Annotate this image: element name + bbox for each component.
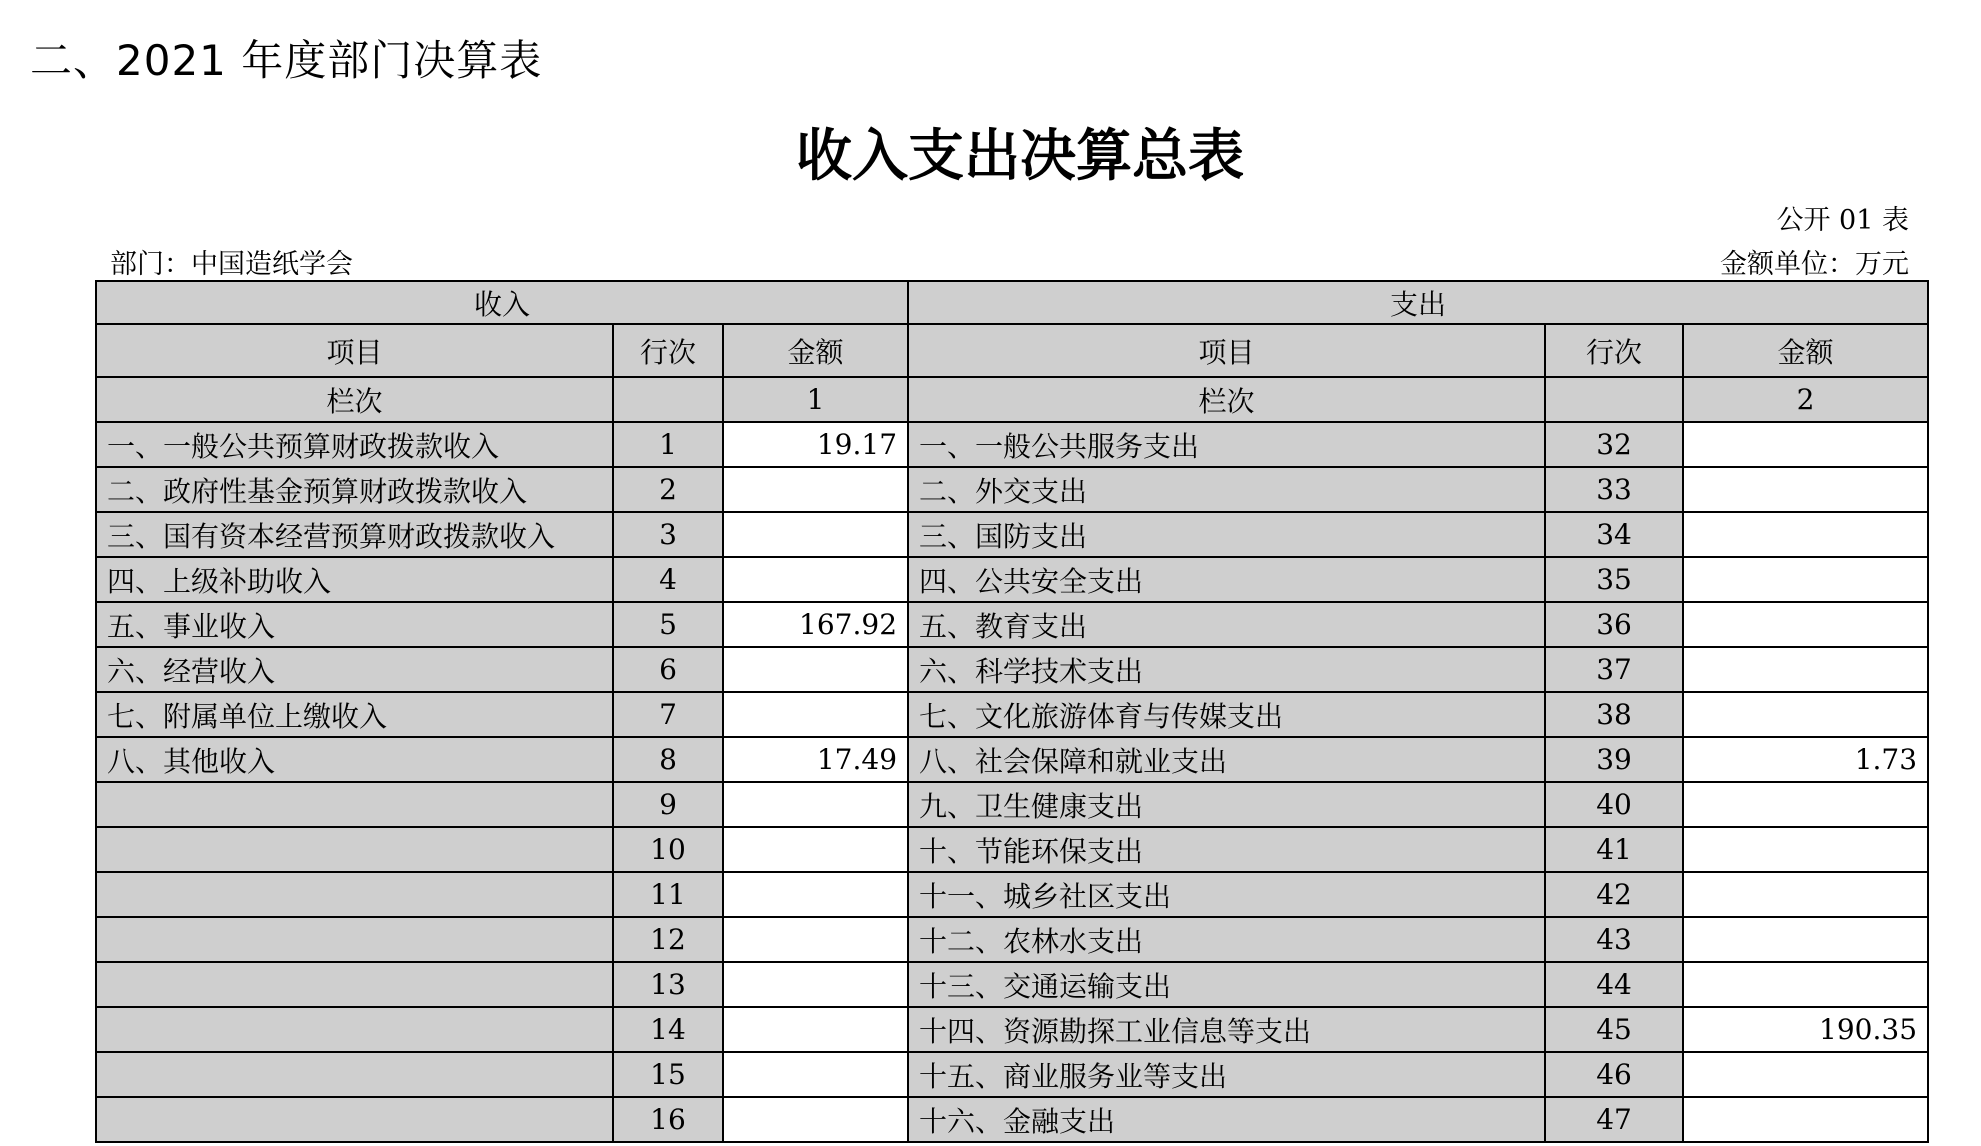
table-row: [96, 647, 1928, 692]
expense-row-no-cell: 34: [1545, 512, 1683, 557]
income-amount-cell: [723, 782, 908, 827]
income-item-cell: [96, 1052, 613, 1097]
expense-amount-cell: [1683, 647, 1928, 692]
expense-row-no-cell: 46: [1545, 1052, 1683, 1097]
expense-row-no-cell: 41: [1545, 827, 1683, 872]
income-row-no-cell: 7: [613, 692, 723, 737]
income-row-no-cell: 10: [613, 827, 723, 872]
income-amount-cell: [723, 917, 908, 962]
income-row-no-cell: 12: [613, 917, 723, 962]
section-heading: 二、2021 年度部门决算表: [30, 36, 543, 85]
table-row: [96, 872, 1928, 917]
expense-amount-cell: [1683, 962, 1928, 1007]
expense-amount-cell: [1683, 422, 1928, 467]
expense-item-cell: 六、科学技术支出: [908, 647, 1545, 692]
income-amount-cell: [723, 647, 908, 692]
header-row-groups: [96, 281, 1928, 324]
income-amount-cell: [723, 692, 908, 737]
table-row: [96, 782, 1928, 827]
expense-amount-cell: [1683, 557, 1928, 602]
expense-item-header: 项目: [908, 324, 1545, 377]
income-amount-cell: [723, 512, 908, 557]
income-row-no-cell: 1: [613, 422, 723, 467]
expense-row-no-cell: 40: [1545, 782, 1683, 827]
table-row: [96, 1097, 1928, 1142]
expense-row-no-cell: 38: [1545, 692, 1683, 737]
income-row-no-cell: 16: [613, 1097, 723, 1142]
expense-item-cell: 八、社会保障和就业支出: [908, 737, 1545, 782]
income-item-cell: [96, 1007, 613, 1052]
expense-row-no-header: 行次: [1545, 324, 1683, 377]
income-expense-table: [95, 280, 1929, 1143]
income-row-no-cell: 11: [613, 872, 723, 917]
expense-row-no-cell: 32: [1545, 422, 1683, 467]
income-row-no-cell: 5: [613, 602, 723, 647]
income-col-blank: [613, 377, 723, 422]
expense-amount-header: 金额: [1683, 324, 1928, 377]
expense-item-cell: 七、文化旅游体育与传媒支出: [908, 692, 1545, 737]
table-row: [96, 737, 1928, 782]
income-col-no: 1: [723, 377, 908, 422]
income-row-no-cell: 8: [613, 737, 723, 782]
income-amount-cell: 19.17: [723, 422, 908, 467]
unit-label: 金额单位：万元: [1720, 249, 1909, 280]
income-row-no-cell: 13: [613, 962, 723, 1007]
expense-amount-cell: [1683, 1052, 1928, 1097]
expense-item-cell: 二、外交支出: [908, 467, 1545, 512]
table-code: 公开 01 表: [1776, 205, 1909, 236]
expense-amount-cell: [1683, 512, 1928, 557]
table-row: [96, 827, 1928, 872]
expense-item-cell: 十五、商业服务业等支出: [908, 1052, 1545, 1097]
expense-amount-cell: [1683, 782, 1928, 827]
expense-amount-cell: [1683, 872, 1928, 917]
expense-item-cell: 十六、金融支出: [908, 1097, 1545, 1142]
expense-item-cell: 十一、城乡社区支出: [908, 872, 1545, 917]
income-col-label: 栏次: [96, 377, 613, 422]
expense-amount-cell: 1.73: [1683, 737, 1928, 782]
income-amount-cell: [723, 827, 908, 872]
table-row: [96, 962, 1928, 1007]
income-amount-cell: [723, 962, 908, 1007]
table-row: [96, 917, 1928, 962]
expense-row-no-cell: 42: [1545, 872, 1683, 917]
income-item-cell: 五、事业收入: [96, 602, 613, 647]
income-amount-cell: [723, 1052, 908, 1097]
expense-row-no-cell: 36: [1545, 602, 1683, 647]
income-amount-cell: [723, 1097, 908, 1142]
income-row-no-cell: 9: [613, 782, 723, 827]
table-row: [96, 467, 1928, 512]
income-item-cell: [96, 962, 613, 1007]
expense-item-cell: 五、教育支出: [908, 602, 1545, 647]
income-item-cell: [96, 782, 613, 827]
expense-row-no-cell: 35: [1545, 557, 1683, 602]
expense-amount-cell: [1683, 1097, 1928, 1142]
income-row-no-cell: 14: [613, 1007, 723, 1052]
table-row: [96, 422, 1928, 467]
income-row-no-cell: 6: [613, 647, 723, 692]
expense-row-no-cell: 45: [1545, 1007, 1683, 1052]
expense-item-cell: 十二、农林水支出: [908, 917, 1545, 962]
income-amount-cell: [723, 467, 908, 512]
income-item-cell: 七、附属单位上缴收入: [96, 692, 613, 737]
income-item-cell: [96, 827, 613, 872]
table-row: [96, 1007, 1928, 1052]
income-item-cell: [96, 917, 613, 962]
income-row-no-cell: 3: [613, 512, 723, 557]
expense-col-label: 栏次: [908, 377, 1545, 422]
income-amount-cell: 167.92: [723, 602, 908, 647]
expense-item-cell: 九、卫生健康支出: [908, 782, 1545, 827]
income-group-header: 收入: [96, 281, 908, 324]
expense-row-no-cell: 44: [1545, 962, 1683, 1007]
expense-row-no-cell: 43: [1545, 917, 1683, 962]
table-row: [96, 602, 1928, 647]
expense-col-no: 2: [1683, 377, 1928, 422]
income-row-no-cell: 4: [613, 557, 723, 602]
table-row: [96, 557, 1928, 602]
expense-amount-cell: [1683, 827, 1928, 872]
income-item-cell: [96, 1097, 613, 1142]
expense-amount-cell: [1683, 467, 1928, 512]
income-amount-cell: [723, 557, 908, 602]
expense-item-cell: 十四、资源勘探工业信息等支出: [908, 1007, 1545, 1052]
income-amount-cell: [723, 872, 908, 917]
expense-row-no-cell: 37: [1545, 647, 1683, 692]
expense-group-header: 支出: [908, 281, 1928, 324]
table-row: [96, 692, 1928, 737]
expense-row-no-cell: 33: [1545, 467, 1683, 512]
expense-amount-cell: 190.35: [1683, 1007, 1928, 1052]
income-item-cell: 一、一般公共预算财政拨款收入: [96, 422, 613, 467]
expense-item-cell: 三、国防支出: [908, 512, 1545, 557]
income-row-no-cell: 15: [613, 1052, 723, 1097]
page-title: 收入支出决算总表: [796, 124, 1244, 189]
income-item-cell: [96, 872, 613, 917]
income-item-cell: 八、其他收入: [96, 737, 613, 782]
expense-item-cell: 十、节能环保支出: [908, 827, 1545, 872]
income-row-no-header: 行次: [613, 324, 723, 377]
expense-amount-cell: [1683, 917, 1928, 962]
expense-item-cell: 十三、交通运输支出: [908, 962, 1545, 1007]
income-item-cell: 六、经营收入: [96, 647, 613, 692]
income-amount-cell: [723, 1007, 908, 1052]
expense-row-no-cell: 47: [1545, 1097, 1683, 1142]
income-item-cell: 三、国有资本经营预算财政拨款收入: [96, 512, 613, 557]
expense-col-blank: [1545, 377, 1683, 422]
expense-amount-cell: [1683, 602, 1928, 647]
income-item-cell: 二、政府性基金预算财政拨款收入: [96, 467, 613, 512]
table-row: [96, 512, 1928, 557]
income-amount-cell: 17.49: [723, 737, 908, 782]
expense-item-cell: 四、公共安全支出: [908, 557, 1545, 602]
income-item-header: 项目: [96, 324, 613, 377]
expense-amount-cell: [1683, 692, 1928, 737]
income-item-cell: 四、上级补助收入: [96, 557, 613, 602]
column-index-row: [96, 377, 1928, 422]
income-row-no-cell: 2: [613, 467, 723, 512]
header-row-columns: [96, 324, 1928, 377]
department-label: 部门：中国造纸学会: [110, 249, 353, 280]
table-row: [96, 1052, 1928, 1097]
expense-row-no-cell: 39: [1545, 737, 1683, 782]
income-amount-header: 金额: [723, 324, 908, 377]
expense-item-cell: 一、一般公共服务支出: [908, 422, 1545, 467]
